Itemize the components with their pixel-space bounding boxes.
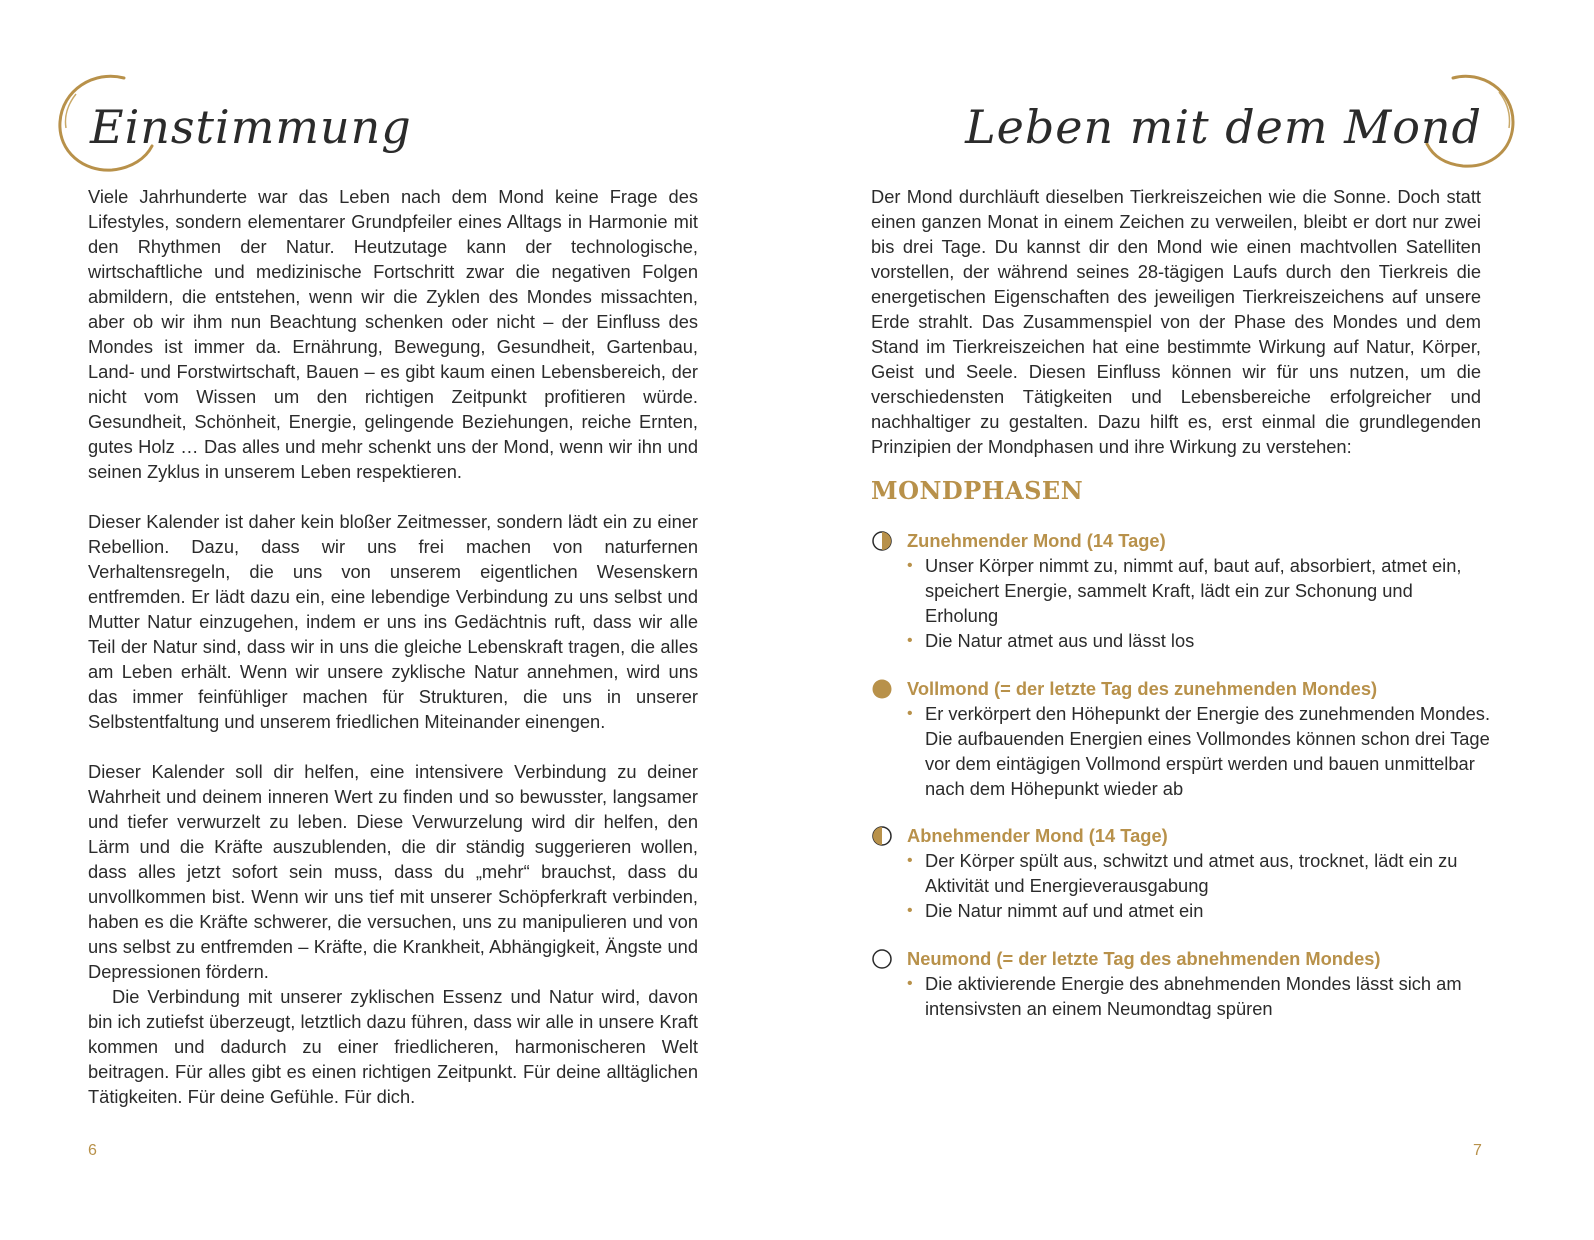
list-item: • Die Natur nimmt auf und atmet ein xyxy=(907,898,1491,923)
moon-phase-waxing xyxy=(871,528,1491,653)
list-item: • Die aktivierende Energie des abnehmenden Mondes lässt sich am intensivsten an einem Neumondtag spüren xyxy=(907,971,1491,1021)
page-number: 7 xyxy=(1473,1142,1482,1159)
list-item: • Er verkörpert den Höhepunkt der Energie des zunehmenden Mondes. Die aufbauenden Energien eines Vollmondes können schon drei Tage vor dem eintägigen Vollmond erspürt werden und bauen unmittelbar nach dem Höhepunkt wieder ab xyxy=(907,701,1491,801)
paragraph: Viele Jahrhunderte war das Leben nach dem Mond keine Frage des Lifestyles, sondern elementarer Grundpfeiler eines Alltags in Harmonie mit den Rhythmen der Natur. Heutzutage kann der technologische, wirtschaftliche und medizinische Fortschritt zwar die negativen Folgen abmildern, die entstehen, wenn wir die Zyklen des Mondes missachten, aber ob wir ihm nun Beachtung schenken oder nicht – der Einfluss des Mondes ist immer da. Ernährung, Bewegung, Gesundheit, Gartenbau, Land- und Forstwirtschaft, Bauen – es gibt kaum einen Lebensbereich, der nicht vom Wissen um den richtigen Zeitpunkt profitieren würde. Gesundheit, Schönheit, Energie, gelingende Beziehungen, reiche Ernten, gutes Holz … Das alles und mehr schenkt uns der Mond, wenn wir ihn und seinen Zyklus in unserem Leben respektieren. xyxy=(88,186,698,482)
page-number: 6 xyxy=(88,1142,97,1159)
paragraph: Dieser Kalender soll dir helfen, eine intensivere Verbindung zu deiner Wahrheit und deinem inneren Wert zu finden und so bewusster, langsamer und tiefer verwurzelt zu leben. Diese Verwurzelung wird dir helfen, den Lärm und die Kräfte auszublenden, die dir ständig suggerieren wollen, dass alles jetzt sofort sein muss, dass du „mehr“ brauchst, dass du unvollkommen bist. Wenn wir uns tief mit unserer Schöpferkraft verbinden, haben es die Kräfte schwerer, die versuchen, uns zu manipulieren und von uns selbst zu entfremden – Kräfte, die Krankheit, Abhängigkeit, Ängste und Depressionen fördern. xyxy=(88,761,698,982)
paragraph: Die Verbindung mit unserer zyklischen Essenz und Natur wird, davon bin ich zutiefst überzeugt, letztlich dazu führen, dass wir alle in unsere Kraft kommen und dadurch zu einer friedlicheren, harmonischeren Welt beitragen. Für alles gibt es einen richtigen Zeitpunkt. Für deine alltäglichen Tätigkeiten. Für deine Gefühle. Für dich. xyxy=(88,986,698,1107)
waning-moon-icon xyxy=(871,825,893,847)
new-moon-icon xyxy=(871,948,893,970)
right-page-heading: Leben mit dem Mond xyxy=(965,100,1482,154)
section-title: MONDPHASEN xyxy=(871,476,1084,505)
list-item: • Die Natur atmet aus und lässt los xyxy=(907,628,1491,653)
full-moon-icon xyxy=(871,678,893,700)
phase-bullets xyxy=(871,553,1491,653)
paragraph: Dieser Kalender ist daher kein bloßer Zeitmesser, sondern lädt ein zu einer Rebellion. Dazu, dass wir uns frei machen von naturfernen Verhaltensregeln, die uns von unserem eigentlichen Wesenskern entfremden. Er lädt dazu ein, eine lebendige Verbindung zu uns selbst und Mutter Natur einzugehen, indem er uns ins Gedächtnis ruft, dass wir alle Teil der Natur sind, dass wir in uns die gleiche Lebenskraft tragen, die alles am Leben erhält. Wenn wir unsere zyklische Natur annehmen, wird uns das immer feinfühliger machen für Strukturen, die uns in unserer Selbstentfaltung und unserem friedlichen Miteinander einengen. xyxy=(88,511,698,732)
phase-title: Abnehmender Mond (14 Tage) xyxy=(907,824,1168,846)
phase-bullets xyxy=(871,848,1491,923)
moon-phase-waning xyxy=(871,823,1491,923)
list-item: • Unser Körper nimmt zu, nimmt auf, baut auf, absorbiert, atmet ein, speichert Energie, sammelt Kraft, lädt ein zur Schonung und Erholung xyxy=(907,553,1491,628)
phase-title: Neumond (= der letzte Tag des abnehmenden Mondes) xyxy=(907,947,1381,969)
phase-title: Vollmond (= der letzte Tag des zunehmenden Mondes) xyxy=(907,677,1378,699)
phase-bullets xyxy=(871,701,1491,801)
moon-phase-full xyxy=(871,676,1491,801)
waxing-moon-icon xyxy=(871,530,893,552)
phase-title: Zunehmender Mond (14 Tage) xyxy=(907,529,1166,551)
left-page-heading: Einstimmung xyxy=(90,100,412,154)
paragraph: Der Mond durchläuft dieselben Tierkreiszeichen wie die Sonne. Doch statt einen ganzen Monat in einem Zeichen zu verweilen, bleibt er dort nur zwei bis drei Tage. Du kannst dir den Mond wie einen machtvollen Satelliten vorstellen, der während seines 28-tägigen Laufs durch den Tierkreis die energetischen Eigenschaften des jeweiligen Tierkreiszeichens auf unsere Erde strahlt. Das Zusammenspiel von der Phase des Mondes und dem Stand im Tierkreiszeichen hat eine bestimmte Wirkung auf Natur, Körper, Geist und Seele. Diesen Einfluss können wir für uns nutzen, um die verschiedensten Tätigkeiten und Lebensbereiche erfolgreicher und nachhaltiger zu gestalten. Dazu hilft es, erst einmal die grundlegenden Prinzipien der Mondphasen und ihre Wirkung zu verstehen: xyxy=(871,186,1481,457)
right-page xyxy=(797,0,1594,1240)
left-page-body xyxy=(88,184,698,1109)
moon-phase-new xyxy=(871,946,1491,1021)
right-page-intro xyxy=(871,184,1481,459)
phase-bullets xyxy=(871,971,1491,1021)
list-item: • Der Körper spült aus, schwitzt und atmet aus, trocknet, lädt ein zu Aktivität und Energieverausgabung xyxy=(907,848,1491,898)
